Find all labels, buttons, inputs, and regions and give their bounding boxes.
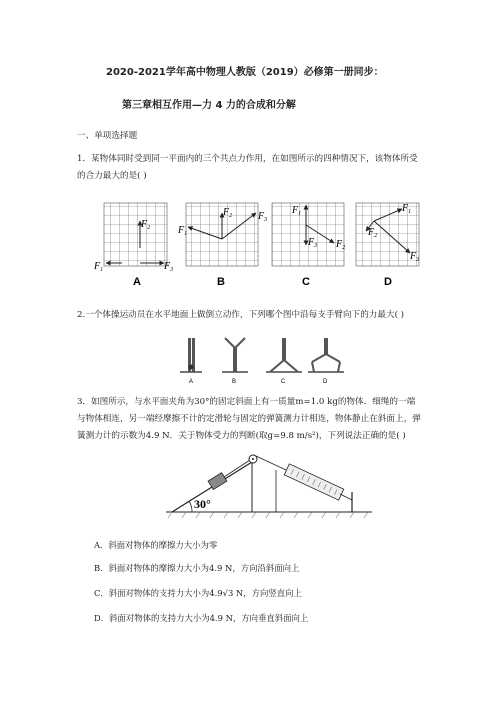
label-f3: $F_3$ bbox=[410, 251, 420, 263]
q3-line-3: 簧测力计的示数为4.9 N．关于物体受力的判断(取g=9.8 m/s²)，下列说法正确的是( ) bbox=[77, 431, 406, 441]
title-line-2: 第三章相互作用—力 4 力的合成和分解 bbox=[122, 100, 296, 111]
q1-panel-a bbox=[93, 203, 173, 288]
q2-line-1: 2.一个体操运动员在水平地面上做倒立动作，下列哪个图中沿每支手臂向下的力最大( ) bbox=[77, 310, 405, 320]
q1-panel-d bbox=[356, 203, 419, 288]
label-f2: $F_2$ bbox=[223, 207, 233, 219]
panel-label: C bbox=[302, 276, 310, 288]
q1-panel-c bbox=[272, 203, 345, 288]
q2-panel-b bbox=[222, 338, 248, 385]
q3-option-d[interactable]: D．斜面对物体的支持力大小为4.9 N，方向垂直斜面向上 bbox=[94, 613, 309, 623]
q3-line-2: 与物体相连，另一端经摩擦不计的定滑轮与固定的弹簧测力计相连，物体静止在斜面上，弹 bbox=[77, 414, 421, 424]
label-f1: $F_1$ bbox=[292, 205, 302, 217]
section-heading: 一、单项选择题 bbox=[77, 131, 138, 141]
label-f2: $F_2$ bbox=[336, 239, 346, 251]
q3-incline-diagram bbox=[166, 450, 374, 520]
q1-force-diagrams bbox=[92, 197, 422, 289]
q1-line-1: 1．某物体同时受到同一平面内的三个共点力作用，在如图所示的四种情况下，该物体所受 bbox=[77, 154, 418, 164]
panel-label: A bbox=[133, 276, 141, 288]
q2-panel-c bbox=[266, 338, 302, 385]
label-f3: $F_3$ bbox=[258, 211, 268, 223]
label-f2: $F_2$ bbox=[368, 227, 378, 239]
angle-label: 30° bbox=[194, 497, 211, 511]
label-f1: $F_1$ bbox=[178, 225, 188, 237]
q1-panel-b bbox=[177, 203, 267, 288]
title-line-1: 2020-2021学年高中物理人教版（2019）必修第一册同步： bbox=[106, 67, 384, 78]
panel-label: A bbox=[189, 379, 194, 385]
panel-label: D bbox=[384, 276, 392, 288]
q1-line-2: 的合力最大的是( ) bbox=[77, 171, 147, 181]
rope bbox=[224, 460, 250, 477]
panel-label: B bbox=[217, 276, 225, 288]
label-f3: $F_3$ bbox=[308, 237, 318, 249]
label-f1: $F_1$ bbox=[402, 203, 412, 215]
q2-handstand-diagrams bbox=[178, 330, 348, 386]
label-f2: $F_2$ bbox=[141, 219, 151, 231]
q2-panel-a bbox=[180, 338, 202, 385]
rope bbox=[256, 456, 286, 470]
q2-panel-d bbox=[308, 338, 344, 385]
q3-option-c[interactable]: C．斜面对物体的支持力大小为4.9√3 N，方向竖直向上 bbox=[94, 588, 302, 598]
panel-label: B bbox=[232, 379, 237, 385]
label-f3: $F_3$ bbox=[164, 261, 174, 273]
spring-scale bbox=[284, 464, 343, 500]
panel-label: C bbox=[281, 379, 286, 385]
label-f1: $F_1$ bbox=[94, 261, 104, 273]
q3-option-a[interactable]: A．斜面对物体的摩擦力大小为零 bbox=[94, 540, 218, 550]
panel-label: D bbox=[323, 379, 328, 385]
q3-line-1: 3．如图所示，与水平面夹角为30°的固定斜面上有一质量m=1.0 kg的物体．细绳的一端 bbox=[77, 397, 416, 407]
q3-option-b[interactable]: B．斜面对物体的摩擦力大小为4.9 N，方向沿斜面向上 bbox=[94, 563, 300, 573]
